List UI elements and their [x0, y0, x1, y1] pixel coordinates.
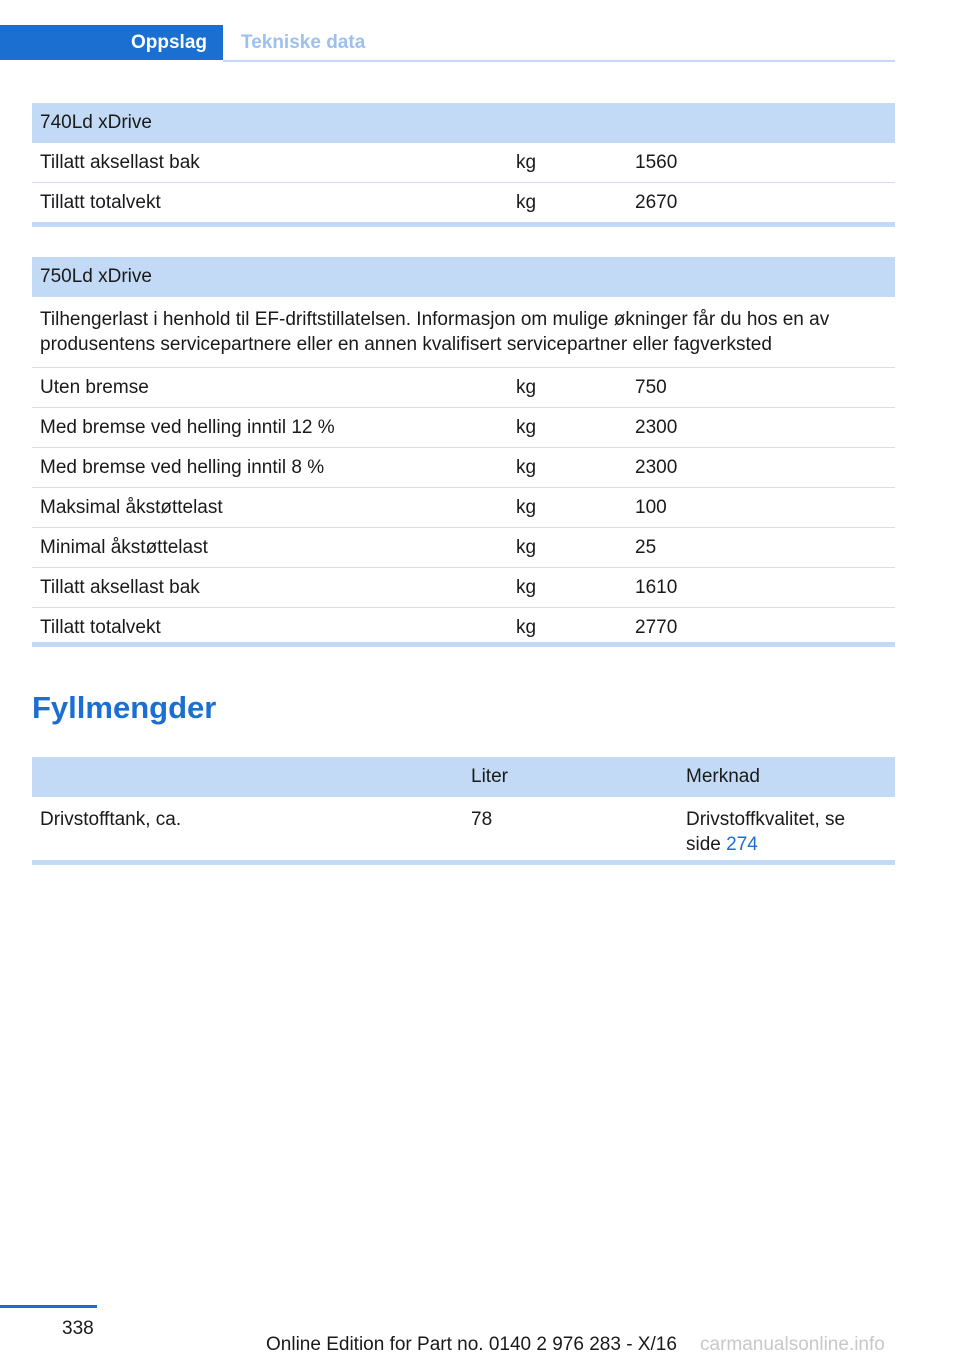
- page-header: [0, 25, 895, 61]
- row-label: Tillatt totalvekt: [40, 191, 161, 213]
- footer-divider: [0, 1305, 97, 1308]
- row-unit: kg: [508, 143, 627, 183]
- row-value: 750: [627, 368, 895, 408]
- row-unit: kg: [508, 488, 627, 528]
- row-value: 2300: [627, 448, 895, 488]
- fill-quantities-table: [32, 757, 895, 863]
- page-number: 338: [62, 1318, 94, 1339]
- page-link[interactable]: 274: [726, 834, 758, 855]
- table-note-row: [32, 297, 895, 368]
- row-unit: kg: [508, 568, 627, 608]
- tab-oppslag[interactable]: Oppslag: [0, 25, 223, 60]
- table-row: [32, 797, 895, 863]
- table-title: 750Ld xDrive: [32, 257, 895, 297]
- table-row: [32, 408, 895, 448]
- row-unit: kg: [508, 528, 627, 568]
- row-unit: kg: [508, 368, 627, 408]
- row-value: 78: [471, 809, 493, 830]
- table-header: [32, 103, 895, 143]
- row-value: 1610: [627, 568, 895, 608]
- row-value: 25: [627, 528, 895, 568]
- row-label: Maksimal åkstøttelast: [32, 488, 508, 528]
- row-label: Minimal åkstøttelast: [32, 528, 508, 568]
- table-header: [32, 257, 895, 297]
- section-title: Fyllmengder: [32, 690, 217, 725]
- row-label: Med bremse ved helling inntil 12 %: [32, 408, 508, 448]
- row-value: 1560: [627, 143, 895, 183]
- table-row: [32, 448, 895, 488]
- header-divider: [223, 60, 895, 62]
- spec-table-750ld: [32, 257, 895, 647]
- table-row: [32, 528, 895, 568]
- row-label: Tillatt aksellast bak: [32, 143, 508, 183]
- row-label: Med bremse ved helling inntil 8 %: [32, 448, 508, 488]
- table-end-rule: [32, 642, 895, 647]
- row-value: 2770: [635, 616, 678, 638]
- table-header: [32, 757, 895, 797]
- table-row: [32, 183, 895, 223]
- table-row: [32, 143, 895, 183]
- note-text: Drivstoffkvalitet, se side: [686, 809, 846, 855]
- watermark: carmanualsonline.info: [700, 1334, 885, 1355]
- table-end-rule: [32, 860, 895, 865]
- row-unit: kg: [516, 616, 537, 638]
- spec-table-740ld: [32, 103, 895, 222]
- table-row: [32, 568, 895, 608]
- table-row: [32, 488, 895, 528]
- row-note: [678, 797, 895, 863]
- table-title: 740Ld xDrive: [32, 103, 895, 143]
- table-end-rule: [32, 222, 895, 227]
- row-value: 2300: [627, 408, 895, 448]
- column-header-liter: Liter: [463, 757, 678, 797]
- row-unit: kg: [516, 191, 537, 213]
- row-unit: kg: [508, 448, 627, 488]
- row-label: Tillatt aksellast bak: [32, 568, 508, 608]
- column-header-merknad: Merknad: [678, 757, 895, 797]
- row-label: Uten bremse: [32, 368, 508, 408]
- table-note: Tilhengerlast i henhold til EF-driftstillatelsen. Informasjon om mulige økninger får du hos en av produsentens servicepartnere eller en annen kvalifisert servicepartner eller fagverksted: [32, 297, 895, 368]
- row-value: 100: [627, 488, 895, 528]
- tab-tekniske-data[interactable]: Tekniske data: [241, 31, 366, 53]
- row-unit: kg: [508, 408, 627, 448]
- table-row: [32, 368, 895, 408]
- column-header-empty: [32, 757, 463, 797]
- row-label: Tillatt totalvekt: [40, 616, 161, 638]
- row-label: Drivstofftank, ca.: [40, 809, 182, 830]
- edition-text: Online Edition for Part no. 0140 2 976 283 - X/16: [266, 1334, 677, 1355]
- row-value: 2670: [635, 191, 678, 213]
